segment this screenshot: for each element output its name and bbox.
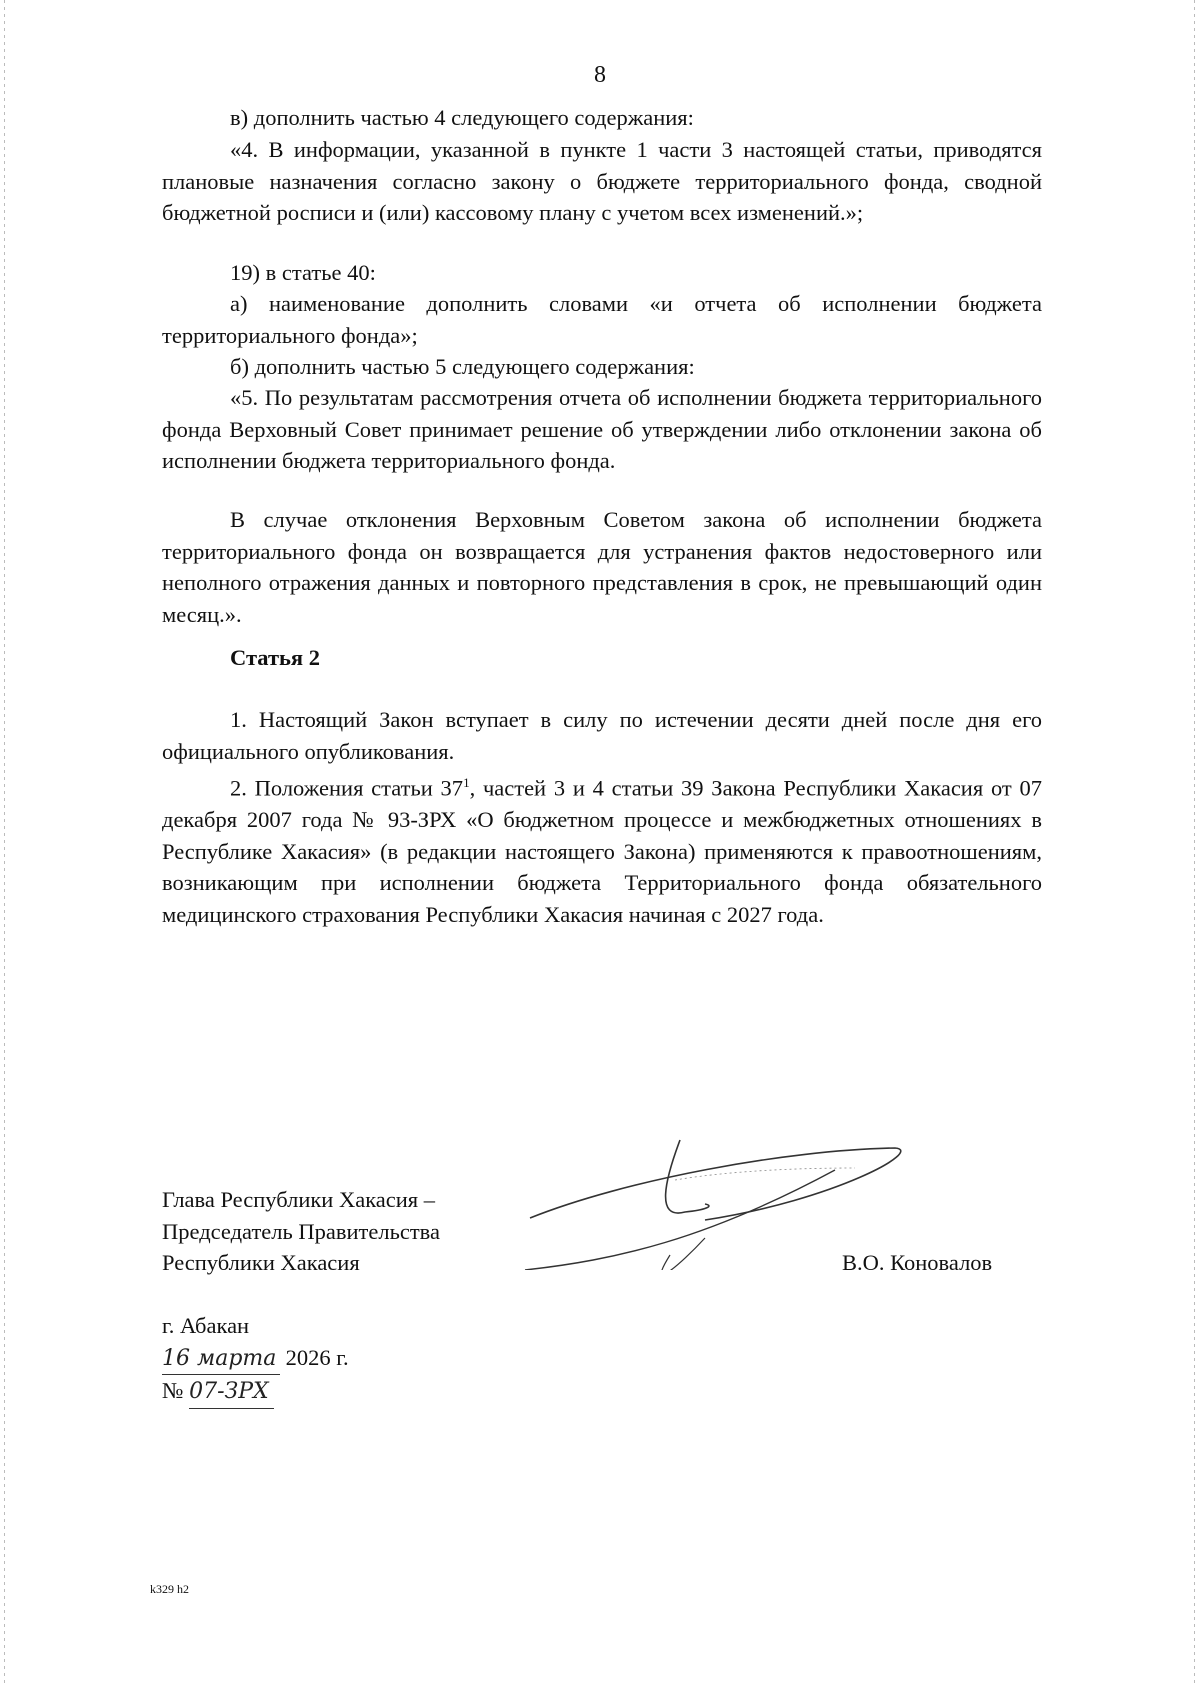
text: 2. Положения статьи 37 [230, 775, 464, 801]
paragraph: В случае отклонения Верховным Советом закона об исполнении бюджета территориального фонда он возвращается для устранения фактов недостоверного или неполного отражения данных и повторного представления в срок, не превышающий один месяц.». [162, 507, 1042, 627]
title-line: Глава Республики Хакасия – [162, 1187, 436, 1212]
footer-code: k329 h2 [150, 1582, 189, 1596]
number-prefix: № [162, 1378, 184, 1403]
handwritten-number: 07-ЗРХ [189, 1376, 274, 1409]
title-line: Председатель Правительства [162, 1218, 440, 1244]
place: г. Абакан [162, 1313, 250, 1338]
paragraph: б) дополнить частью 5 следующего содержания: [230, 354, 695, 379]
page-number: 8 [594, 62, 606, 88]
paragraph: 19) в статье 40: [230, 260, 376, 285]
signatory-name: В.О. Коновалов [842, 1250, 993, 1275]
place-date-number [162, 1310, 349, 1409]
superscript: 1 [463, 775, 470, 790]
article-heading: Статья 2 [230, 645, 320, 670]
title-line: Республики Хакасия [162, 1250, 360, 1275]
signatory-title [162, 1184, 440, 1279]
handwritten-signature [505, 1120, 905, 1270]
date-line [162, 1342, 349, 1376]
paragraph: в) дополнить частью 4 следующего содержания: [230, 105, 694, 130]
paragraph [162, 767, 1042, 930]
text: , частей 3 и 4 статьи 39 Закона Республики Хакасия от 07 декабря 2007 года № 93-ЗРХ «О бюджетном процессе и межбюджетных отношениях в Республике Хакасия» (в редакции настоящего Закона) применяются к правоотношениям, возникающим при исполнении бюджета Территориального фонда обязательного медицинского страхования Республики Хакасия начиная с 2027 года. [162, 775, 1042, 927]
scan-edge [1194, 0, 1195, 1686]
handwritten-date: 16 марта [162, 1343, 280, 1376]
number-line [162, 1375, 349, 1409]
scan-edge [4, 0, 5, 1686]
paragraph: 1. Настоящий Закон вступает в силу по истечении десяти дней после дня его официального опубликования. [162, 707, 1042, 764]
paragraph: «5. По результатам рассмотрения отчета об исполнении бюджета территориального фонда Верховный Совет принимает решение об утверждении либо отклонении закона об исполнении бюджета территориального фонда. [162, 385, 1042, 473]
paragraph: «4. В информации, указанной в пункте 1 части 3 настоящей статьи, приводятся плановые назначения согласно закону о бюджете территориального фонда, сводной бюджетной росписи и (или) кассовому плану с учетом всех изменений.»; [162, 137, 1042, 225]
paragraph: а) наименование дополнить словами «и отчета об исполнении бюджета территориального фонда»; [162, 291, 1042, 348]
year: 2026 г. [285, 1344, 349, 1370]
